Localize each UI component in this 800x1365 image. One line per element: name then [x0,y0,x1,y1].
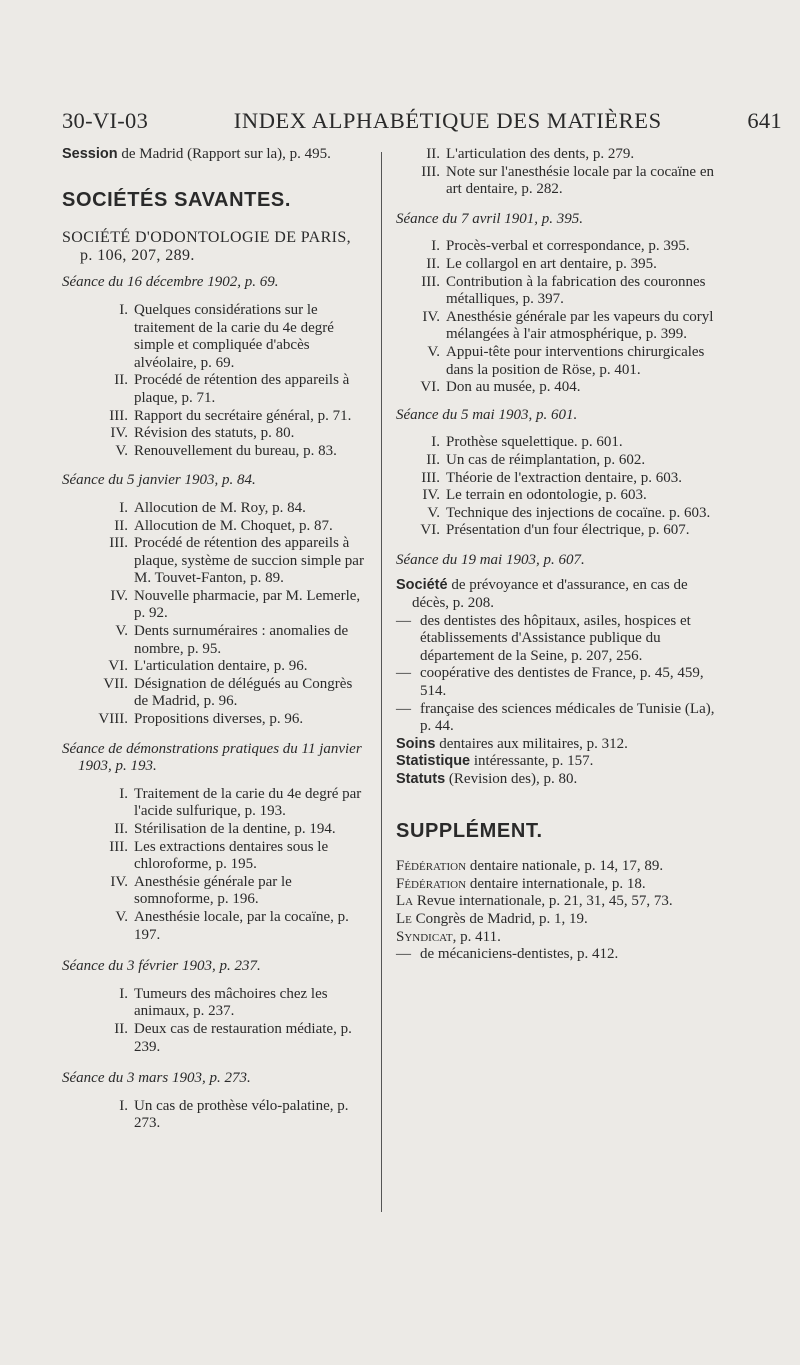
item-text: Dents surnuméraires : anomalies de nombre, p. 95. [134,623,349,657]
item-number: VI. [108,658,128,675]
entry-head: Fédération [396,858,467,875]
item-number: I. [431,238,440,255]
item-text: Note sur l'anesthésie locale par la cocaïne en art dentaire, p. 282. [446,163,714,198]
entry-text: dentaire internationale, p. 18. [466,875,646,892]
item-number: V. [427,504,440,521]
item-number: I. [119,785,128,802]
list-item [62,425,368,443]
section-title-societes: SOCIÉTÉS SAVANTES. [62,188,291,211]
column-divider [381,152,382,1212]
dash-mark: — [396,612,411,629]
item-text: Quelques considérations sur le traitement de la carie du 4e degré simple et compliquée d'abcès alvéolaire, p. 69. [134,301,334,371]
entry-head: Syndicat [396,928,453,945]
list-item [396,274,724,309]
dash-mark: — [396,665,411,682]
supplement-entry [396,858,724,876]
item-text: Prothèse squelettique. p. 601. [446,434,623,451]
item-text: Contribution à la fabrication des couronnes métalliques, p. 397. [446,273,706,308]
seance-items [396,238,724,396]
item-text: Technique des injections de cocaïne. p. 603. [446,504,711,521]
supplement-entry [396,876,724,894]
item-number: IV. [110,587,128,604]
header-date: 30-VI-03 [62,108,149,133]
item-text: Un cas de réimplantation, p. 602. [446,451,646,468]
item-text: Anesthésie générale par les vapeurs du coryl mélangées à l'air atmosphérique, p. 399. [446,308,714,343]
entry-text: Revue internationale, p. 21, 31, 45, 57, 73. [413,893,673,910]
item-text: Allocution de M. Choquet, p. 87. [134,517,333,534]
seance-items [396,434,724,540]
item-number: VI. [420,379,440,396]
entry-head: Statuts [396,771,446,787]
entry-text: dentaires aux militaires, p. 312. [435,735,628,752]
entry-head: Le [396,910,412,927]
item-text: Tumeurs des mâchoires chez les animaux, p. 237. [134,985,328,1020]
supplement-entry [396,929,724,947]
list-item [62,1098,368,1133]
supplement-entry [396,893,724,911]
entry-text: française des sciences médicales de Tunisie (La), p. 44. [420,700,715,735]
item-text: Renouvellement du bureau, p. 83. [134,442,337,459]
societe-subentries [396,613,724,736]
list-item [396,487,724,505]
entry-text: coopérative des dentistes de France, p. 45, 459, 514. [420,665,704,700]
item-number: VIII. [98,711,128,728]
list-item [62,518,368,536]
item-number: II. [114,821,128,837]
item-number: II. [426,146,440,162]
header-title: INDEX ALPHABÉTIQUE DES MATIÈRES [233,108,662,133]
entry-text: (Revision des), p. 80. [445,771,578,787]
list-item [396,434,724,452]
entry-text: dentaire nationale, p. 14, 17, 89. [466,858,664,875]
item-text: Don au musée, p. 404. [446,379,581,396]
item-text: Présentation d'un four électrique, p. 607. [446,522,690,539]
seance-items [62,986,368,1056]
list-item [62,658,368,676]
item-number: III. [109,407,128,424]
list-item [62,711,368,729]
list-item [62,623,368,658]
item-text: Stérilisation de la dentine, p. 194. [134,821,336,837]
right-column [396,146,724,964]
seance-items [62,1098,368,1133]
dash-item [396,701,724,736]
item-text: Un cas de prothèse vélo-palatine, p. 273. [134,1097,349,1132]
item-number: III. [421,163,440,180]
item-number: V. [115,908,128,925]
entry-head: Session [62,146,118,162]
list-item [62,588,368,623]
list-item [396,379,724,397]
item-number: II. [426,255,440,272]
item-number: V. [115,442,128,459]
entry-text: de prévoyance et d'assurance, en cas de décès, p. 208. [412,577,688,612]
item-text: Le terrain en odontologie, p. 603. [446,487,647,504]
list-item [62,676,368,711]
list-item [396,256,724,274]
item-number: III. [109,535,128,552]
seance-title: Séance du 19 mai 1903, p. 607. [396,551,585,568]
society-title: SOCIÉTÉ D'ODONTOLOGIE DE PARIS, p. 106, 207, 289. [62,229,352,264]
list-item [62,500,368,518]
entry-text: Congrès de Madrid, p. 1, 19. [411,910,588,927]
session-entry [62,146,368,164]
item-text: Rapport du secrétaire général, p. 71. [134,407,352,424]
supplement-entry [396,911,724,929]
item-number: VII. [103,675,128,692]
seance-title: Séance du 5 mai 1903, p. 601. [396,406,578,423]
item-text: L'articulation dentaire, p. 96. [134,658,308,675]
supplement-subentry [396,946,724,964]
list-item [396,309,724,344]
entry-text: des dentistes des hôpitaux, asiles, hospices et établissements d'Assistance publique du département de la Seine, p. 207, 256. [420,612,691,664]
item-text: Procédé de rétention des appareils à plaque, système de succion simple par M. Touvet-Fanton, p. 89. [134,535,364,587]
section-title-supplement: SUPPLÉMENT. [396,819,543,842]
list-item [62,372,368,407]
dash-mark: — [396,700,411,717]
item-text: Appui-tête pour interventions chirurgicales dans la position de Röse, p. 401. [446,343,705,378]
item-text: Théorie de l'extraction dentaire, p. 603. [446,469,682,486]
list-item [62,1021,368,1056]
item-text: Nouvelle pharmacie, par M. Lemerle, p. 92. [134,587,361,622]
dash-mark: — [396,946,411,963]
list-item [62,909,368,944]
seance-items [62,302,368,460]
seance-items [396,146,724,199]
seance-title: Séance du 5 janvier 1903, p. 84. [62,472,256,489]
item-number: IV. [110,425,128,442]
list-item [62,408,368,426]
item-number: IV. [422,308,440,325]
entry-text: intéressante, p. 157. [470,753,594,770]
item-text: Révision des statuts, p. 80. [134,425,295,442]
item-text: Traitement de la carie du 4e degré par l'acide sulfurique, p. 193. [134,785,362,820]
list-item [62,839,368,874]
list-item [62,874,368,909]
list-item [396,470,724,488]
entry-head: La [396,893,414,910]
soins-entry [396,736,724,754]
societe-entry [396,577,724,612]
item-number: I. [119,985,128,1002]
seance-title: Séance du 7 avril 1901, p. 395. [396,210,584,227]
item-text: Le collargol en art dentaire, p. 395. [446,255,657,272]
item-text: Anesthésie locale, par la cocaïne, p. 197. [134,908,349,943]
seance-title: Séance du 3 février 1903, p. 237. [62,958,261,975]
dash-item [396,613,724,666]
item-number: III. [109,838,128,855]
item-number: IV. [422,487,440,504]
statuts-entry [396,771,724,789]
item-number: II. [114,1020,128,1037]
item-text: Procès-verbal et correspondance, p. 395. [446,238,690,255]
item-text: L'articulation des dents, p. 279. [446,146,635,162]
dash-item [396,665,724,700]
item-number: IV. [110,873,128,890]
item-number: II. [114,372,128,389]
statistique-entry [396,753,724,771]
seance-title: Séance de démonstrations pratiques du 11 janvier 1903, p. 193. [62,740,362,775]
list-item [62,821,368,839]
item-number: I. [119,1097,128,1114]
item-number: VI. [420,522,440,539]
dash-item [396,946,724,964]
item-number: V. [115,623,128,640]
item-number: V. [427,343,440,360]
list-item [62,535,368,588]
list-item [396,452,724,470]
item-text: Anesthésie générale par le somnoforme, p. 196. [134,873,292,908]
seance-items [62,500,368,729]
list-item [396,522,724,540]
item-number: II. [114,517,128,534]
item-text: Propositions diverses, p. 96. [134,711,304,728]
entry-head: Soins [396,735,436,752]
item-number: I. [119,499,128,516]
list-item [62,786,368,821]
left-column [62,146,368,1133]
entry-head: Statistique [396,753,471,770]
list-item [62,986,368,1021]
list-item [396,344,724,379]
item-number: I. [119,301,128,318]
item-text: Désignation de délégués au Congrès de Madrid, p. 96. [134,675,353,710]
item-text: Allocution de M. Roy, p. 84. [134,499,306,516]
list-item [396,505,724,523]
list-item [396,146,724,164]
item-number: III. [421,469,440,486]
item-text: Les extractions dentaires sous le chloroforme, p. 195. [134,838,329,873]
supplement-list [396,858,724,946]
list-item [396,164,724,199]
item-number: III. [421,273,440,290]
entry-head: Société [396,577,448,594]
entry-text: de Madrid (Rapport sur la), p. 495. [117,146,331,162]
item-number: I. [431,434,440,451]
entry-head: Fédération [396,875,467,892]
running-header [62,108,782,134]
item-number: II. [426,451,440,468]
list-item [62,302,368,372]
seance-items [62,786,368,944]
item-text: Deux cas de restauration médiate, p. 239. [134,1020,352,1055]
seance-title: Séance du 16 décembre 1902, p. 69. [62,274,279,291]
list-item [396,238,724,256]
seance-title: Séance du 3 mars 1903, p. 273. [62,1070,251,1087]
entry-text: de mécaniciens-dentistes, p. 412. [420,946,619,963]
page-number: 641 [747,108,782,133]
list-item [62,443,368,461]
item-text: Procédé de rétention des appareils à plaque, p. 71. [134,372,350,406]
entry-text: , p. 411. [452,928,501,945]
